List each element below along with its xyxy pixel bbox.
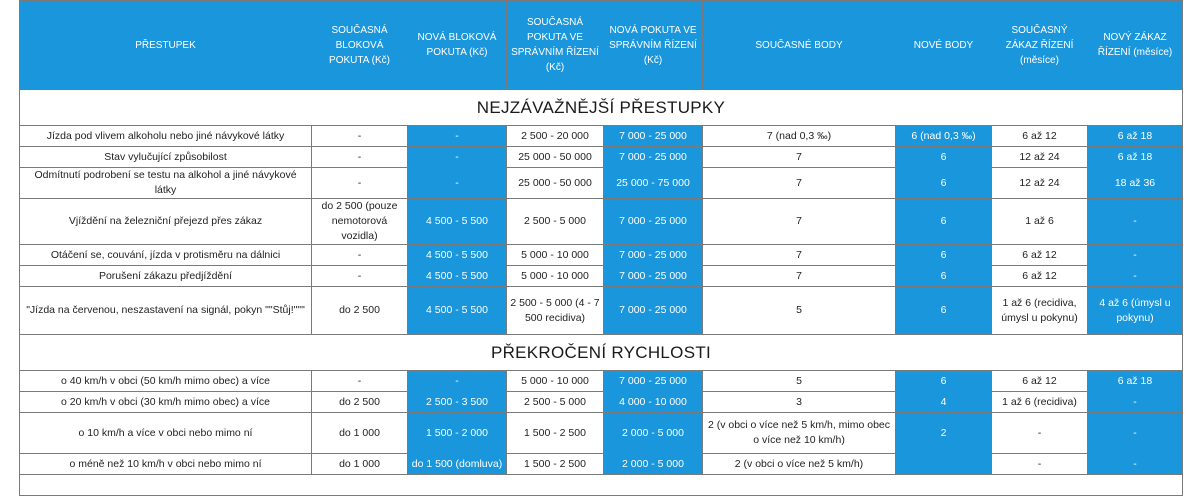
table-cell: 7 000 - 25 000 [604,147,703,168]
table-cell: Otáčení se, couvání, jízda v protisměru na dálnici [20,245,312,266]
table-row [20,168,1183,199]
table-cell: 7 000 - 25 000 [604,371,703,392]
table-cell: do 2 500 (pouze nemotorová vozidla) [312,199,408,245]
table-cell: 7 [703,245,896,266]
table-cell: 6 až 12 [992,126,1088,147]
table-cell: o 10 km/h a více v obci nebo mimo ní [20,413,312,454]
table-row [20,413,1183,454]
table-cell: 2 500 - 5 000 [507,199,604,245]
header-row [20,1,1183,90]
table-cell: 5 000 - 10 000 [507,266,604,287]
table-cell: - [1088,413,1183,454]
table-row [20,147,1183,168]
table-row [20,266,1183,287]
table-row [20,454,1183,475]
header-cell: SOUČASNÁ BLOKOVÁ POKUTA (Kč) [312,1,408,90]
section-title: NEJZÁVAŽNĚJŠÍ PŘESTUPKY [20,90,1183,126]
table-cell: - [408,126,507,147]
header-cell: SOUČASNÝ ZÁKAZ ŘÍZENÍ (měsíce) [992,1,1088,90]
table-cell: - [992,413,1088,454]
header-cell: NOVÉ BODY [896,1,992,90]
table-cell: 1 500 - 2 500 [507,413,604,454]
table-cell: Stav vylučující způsobilost [20,147,312,168]
table-cell: - [1088,454,1183,475]
table-cell: Vjíždění na železniční přejezd přes zákaz [20,199,312,245]
table-cell: "Jízda na červenou, neszastavení na signál, pokyn ""Stůj!""" [20,287,312,335]
table-cell: 5 [703,287,896,335]
table-cell: 1 až 6 [992,199,1088,245]
table-cell: 5 000 - 10 000 [507,245,604,266]
table-cell: - [992,454,1088,475]
table-cell: 2 000 - 5 000 [604,413,703,454]
table-cell: 4 500 - 5 500 [408,287,507,335]
table-cell: Odmítnutí podrobení se testu na alkohol a jiné návykové látky [20,168,312,199]
table-cell: - [312,371,408,392]
table-cell: 7 (nad 0,3 ‰) [703,126,896,147]
table-cell: 6 až 12 [992,245,1088,266]
table-cell [896,454,992,475]
table-cell: 5 [703,371,896,392]
table-cell: 1 500 - 2 500 [507,454,604,475]
table-cell: 4 500 - 5 500 [408,266,507,287]
table-cell: 4 000 - 10 000 [604,392,703,413]
table-cell: 6 až 18 [1088,126,1183,147]
table-cell: 7 000 - 25 000 [604,199,703,245]
table-cell: do 2 500 [312,287,408,335]
table-cell: do 1 000 [312,454,408,475]
table-body [20,90,1183,496]
table-cell: 2 500 - 5 000 [507,392,604,413]
table-cell: 1 až 6 (recidiva, úmysl u pokynu) [992,287,1088,335]
section-title: PŘEKROČENÍ RYCHLOSTI [20,335,1183,371]
table-cell: 6 až 18 [1088,371,1183,392]
table-cell: 6 [896,266,992,287]
table-cell: 4 [896,392,992,413]
table-cell: 7 000 - 25 000 [604,287,703,335]
table-cell: 1 až 6 (recidiva) [992,392,1088,413]
table-cell: 6 [896,371,992,392]
table-cell: 7 [703,199,896,245]
table-cell: 3 [703,392,896,413]
table-cell: 7 [703,147,896,168]
table-cell: 12 až 24 [992,147,1088,168]
table-cell: 2 (v obci o více než 5 km/h) [703,454,896,475]
table-cell: 7 [703,168,896,199]
table-cell [20,475,1183,496]
table-cell: - [1088,392,1183,413]
table-cell: 25 000 - 75 000 [604,168,703,199]
table-row [20,475,1183,496]
table-cell: 2 000 - 5 000 [604,454,703,475]
table-cell: 12 až 24 [992,168,1088,199]
table-cell: 2 500 - 3 500 [408,392,507,413]
table-cell: - [312,266,408,287]
header-cell: NOVÁ POKUTA VE SPRÁVNÍM ŘÍZENÍ (Kč) [604,1,703,90]
table-cell: 4 až 6 (úmysl u pokynu) [1088,287,1183,335]
table-cell: 6 [896,245,992,266]
table-cell: 6 až 12 [992,371,1088,392]
header-cell: SOUČASNÉ BODY [703,1,896,90]
table-cell: Jízda pod vlivem alkoholu nebo jiné návykové látky [20,126,312,147]
table-cell: do 2 500 [312,392,408,413]
table-cell: 2 500 - 5 000 (4 - 7 500 recidiva) [507,287,604,335]
table-cell: 2 [896,413,992,454]
table-cell: 6 až 12 [992,266,1088,287]
table-cell: o méně než 10 km/h v obci nebo mimo ní [20,454,312,475]
table-cell: 4 500 - 5 500 [408,245,507,266]
table-cell: 25 000 - 50 000 [507,147,604,168]
table-cell: 5 000 - 10 000 [507,371,604,392]
table-cell: - [312,168,408,199]
table-cell: 6 [896,168,992,199]
header-cell: PŘESTUPEK [20,1,312,90]
table-cell: 7 [703,266,896,287]
table-cell: - [312,245,408,266]
table-cell: o 20 km/h v obci (30 km/h mimo obec) a více [20,392,312,413]
table-cell: 6 [896,287,992,335]
section-row [20,90,1183,126]
table-cell: 6 až 18 [1088,147,1183,168]
table-cell: 6 (nad 0,3 ‰) [896,126,992,147]
table-cell: - [312,126,408,147]
table-cell: do 1 000 [312,413,408,454]
header-cell: NOVÁ BLOKOVÁ POKUTA (Kč) [408,1,507,90]
table-cell: 2 (v obci o více než 5 km/h, mimo obec o více než 10 km/h) [703,413,896,454]
table-cell: 18 až 36 [1088,168,1183,199]
table-cell: 7 000 - 25 000 [604,266,703,287]
table-row [20,371,1183,392]
fines-table [19,0,1183,496]
table-cell: - [1088,266,1183,287]
table-cell: o 40 km/h v obci (50 km/h mimo obec) a více [20,371,312,392]
section-row [20,335,1183,371]
table-cell: - [1088,245,1183,266]
table-cell: 2 500 - 20 000 [507,126,604,147]
table-cell: do 1 500 (domluva) [408,454,507,475]
table-cell: - [408,147,507,168]
table-cell: 7 000 - 25 000 [604,245,703,266]
header-cell: NOVÝ ZÁKAZ ŘÍZENÍ (měsíce) [1088,1,1183,90]
table-row [20,199,1183,245]
table-cell: 4 500 - 5 500 [408,199,507,245]
table-row [20,245,1183,266]
table-cell: 6 [896,147,992,168]
table-row [20,392,1183,413]
table-cell: Porušení zákazu předjíždění [20,266,312,287]
table-cell: 6 [896,199,992,245]
table-cell: - [408,371,507,392]
table-cell: 25 000 - 50 000 [507,168,604,199]
header-cell: SOUČASNÁ POKUTA VE SPRÁVNÍM ŘÍZENÍ (Kč) [507,1,604,90]
table-cell: 7 000 - 25 000 [604,126,703,147]
table-row [20,126,1183,147]
table-row [20,287,1183,335]
table-cell: - [312,147,408,168]
table-cell: - [1088,199,1183,245]
table-cell: 1 500 - 2 000 [408,413,507,454]
table-cell: - [408,168,507,199]
